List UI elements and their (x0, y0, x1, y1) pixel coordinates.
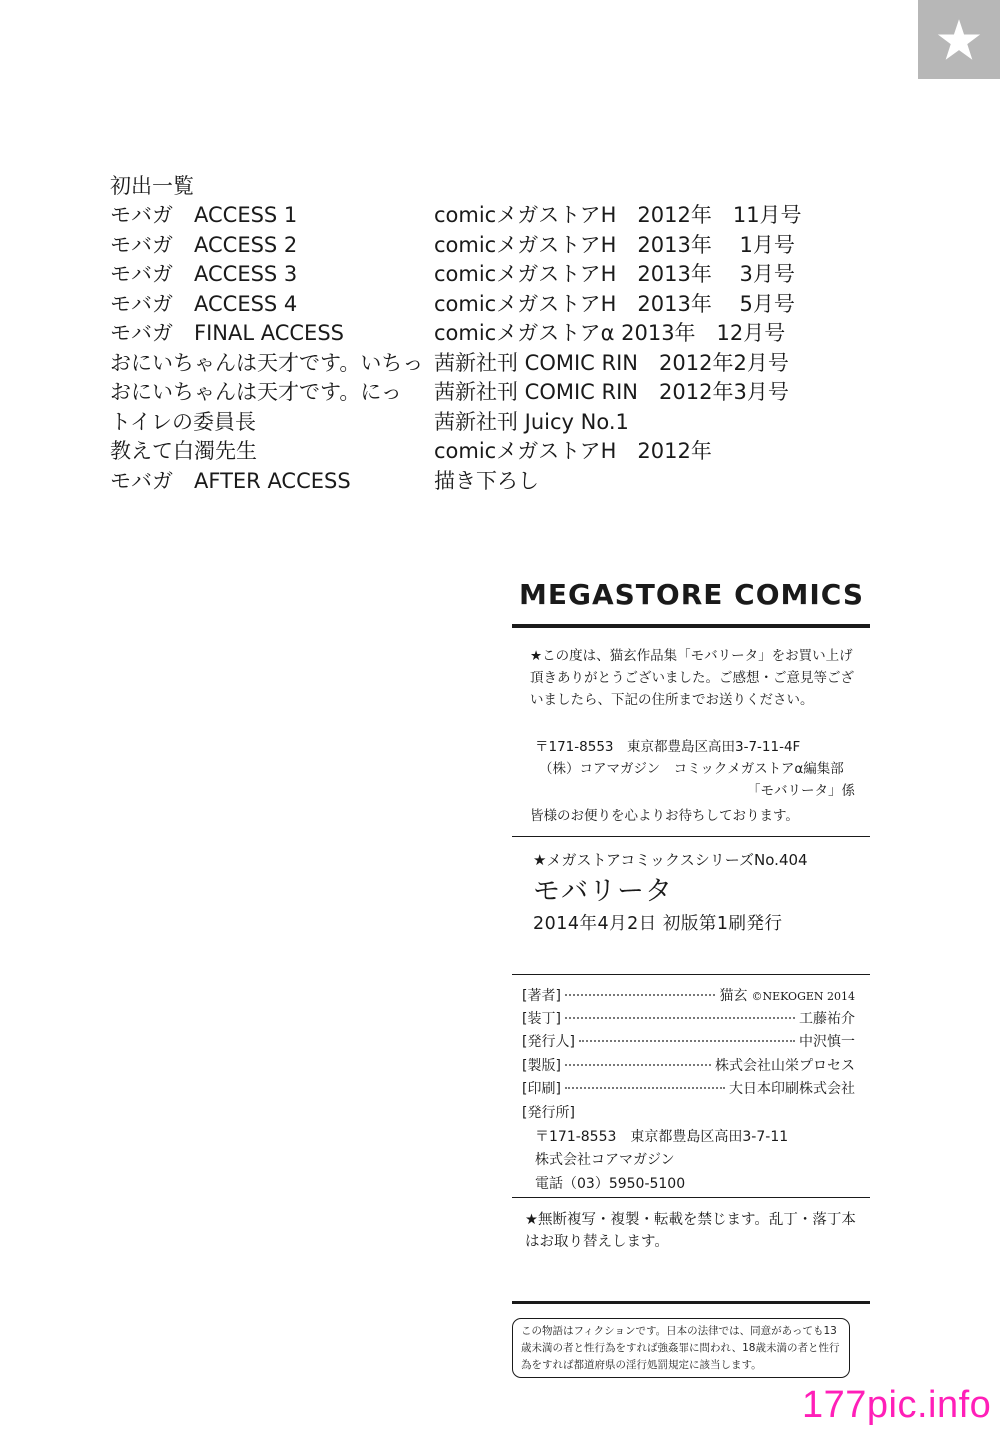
credit-row-design (522, 1008, 855, 1031)
leader-dots (565, 1064, 711, 1066)
story-title: おにいちゃんは天才です。にっ (110, 380, 402, 404)
credits-list (522, 985, 855, 1101)
leader-dots (565, 994, 716, 996)
publisher-line: 株式会社コアマガジン (535, 1152, 675, 1168)
first-appearance-heading: 初出一覧 (110, 174, 194, 198)
leader-dots (579, 1040, 795, 1042)
story-source: 描き下ろし (434, 468, 539, 493)
first-appearance-list (110, 172, 802, 496)
list-item (110, 437, 712, 467)
fiction-disclaimer: この物語はフィクションです。日本の法律では、同意があっても13歳未満の者と性行為をすれば強姦罪に問われ、18歳未満の者と性行為をすれば都道府県の淫行処罰規定に該当します。 (512, 1318, 850, 1378)
leader-dots (565, 1087, 725, 1089)
address-line: 〒171-8553 東京都豊島区高田3-7-11-4F (535, 739, 801, 755)
mailing-address (535, 736, 855, 802)
bottom-rule (512, 1301, 870, 1304)
story-title: モバガ AFTER ACCESS (110, 468, 351, 493)
brand-logo: MEGASTORE COMICS (519, 578, 865, 611)
publication-date: 2014年4月2日 初版第1刷発行 (533, 914, 783, 934)
story-source: comicメガストアH 2013年 3月号 (434, 262, 795, 286)
watermark: 177pic.info (802, 1384, 992, 1426)
publisher-info (522, 1102, 788, 1196)
list-item (110, 349, 789, 379)
waiting-message: 皆様のお便りを心よりお待ちしております。 (530, 808, 799, 824)
list-item (110, 290, 795, 320)
divider (512, 836, 870, 837)
list-item (110, 201, 802, 231)
corner-tab (918, 0, 1000, 79)
story-source: comicメガストアH 2012年 11月号 (434, 203, 802, 227)
divider (512, 974, 870, 975)
list-item (110, 408, 629, 438)
story-title: モバガ ACCESS 4 (110, 291, 298, 316)
credit-row-printing (522, 1078, 855, 1101)
story-title: モバガ FINAL ACCESS (110, 321, 344, 345)
list-item (110, 378, 789, 408)
credit-role: [製版] (522, 1057, 561, 1074)
credit-row-author (522, 985, 855, 1008)
story-title: おにいちゃんは天才です。いちっ (110, 350, 424, 375)
address-line: 「モバリータ」係 (747, 783, 855, 799)
thanks-message: ★この度は、猫玄作品集「モバリータ」をお買い上げ頂きありがとうございました。ご感想・ご意見等ございましたら、下記の住所までお送りください。 (530, 648, 854, 708)
leader-dots (565, 1017, 795, 1019)
story-source: comicメガストアH 2012年 (434, 439, 712, 463)
credit-row-publisher-person (522, 1031, 855, 1054)
story-source: 茜新社刊 Juicy No.1 (434, 409, 629, 434)
credit-role: [発行人] (522, 1034, 575, 1051)
story-source: comicメガストアα 2013年 12月号 (434, 321, 786, 345)
credit-row-platemaking (522, 1055, 855, 1078)
story-title: モバガ ACCESS 2 (110, 232, 298, 257)
brand-rule (512, 624, 870, 628)
star-icon (936, 17, 982, 63)
copy-notice: ★無断複写・複製・転載を禁じます。乱丁・落丁本はお取り替えします。 (525, 1212, 856, 1250)
credit-name: 株式会社山栄プロセス (715, 1057, 855, 1074)
credit-name: 中沢慎一 (799, 1034, 855, 1051)
story-source: 茜新社刊 COMIC RIN 2012年2月号 (434, 350, 789, 375)
address-line: （株）コアマガジン コミックメガストアα編集部 (539, 761, 844, 777)
publisher-label: [発行所] (522, 1105, 575, 1121)
list-item (110, 260, 795, 290)
credit-name: 大日本印刷株式会社 (729, 1080, 855, 1097)
divider (512, 1197, 870, 1198)
story-title: 教えて白濁先生 (110, 439, 257, 463)
story-title: モバガ ACCESS 1 (110, 203, 298, 227)
list-item (110, 319, 786, 349)
list-item (110, 231, 795, 261)
publisher-line: 電話（03）5950-5100 (535, 1175, 686, 1192)
story-source: comicメガストアH 2013年 1月号 (434, 232, 795, 257)
credit-name: 工藤祐介 (799, 1011, 855, 1028)
credit-role: [装丁] (522, 1011, 561, 1028)
credit-role: [印刷] (522, 1080, 561, 1097)
series-number: ★メガストアコミックスシリーズNo.404 (533, 851, 808, 869)
credit-role: [著者] (522, 988, 561, 1004)
list-item (110, 467, 539, 497)
publisher-line: 〒171-8553 東京都豊島区高田3-7-11 (535, 1128, 789, 1145)
copyright-notice: ©NEKOGEN 2014 (751, 990, 855, 1003)
story-title: モバガ ACCESS 3 (110, 262, 298, 286)
story-source: 茜新社刊 COMIC RIN 2012年3月号 (434, 380, 789, 404)
story-source: comicメガストアH 2013年 5月号 (434, 291, 795, 316)
book-title: モバリータ (533, 876, 673, 907)
credit-name: 猫玄 (719, 988, 748, 1004)
story-title: トイレの委員長 (110, 409, 256, 434)
